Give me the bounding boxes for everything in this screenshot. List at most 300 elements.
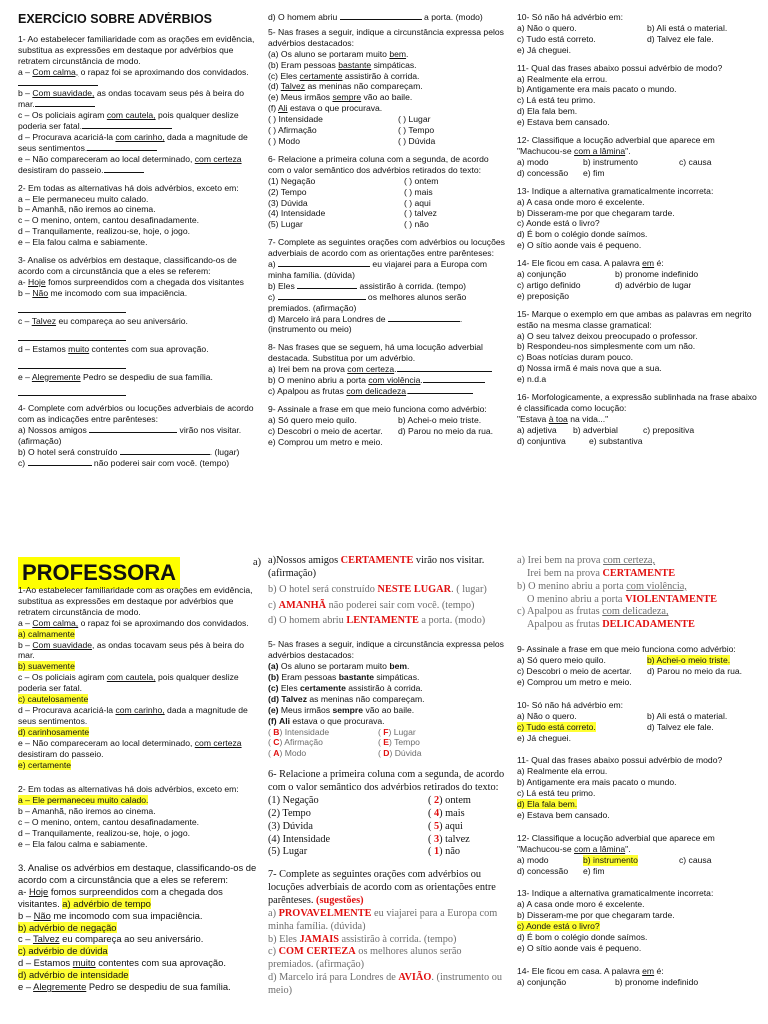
q6-row [268,208,506,219]
q1-item-b: b – Com suavidade, as ondas tocavam seus pés à beira do mar. [18,88,244,110]
q11-option-b[interactable]: b) Antigamente era mais pacato o mundo. [517,84,677,95]
q11-option-e[interactable]: e) Estava bem cansado. [517,117,610,128]
sentence-text: assistirão à corrida. [345,682,423,693]
ak-q5-option: ( A) Modo [268,748,307,759]
q5-option-row [268,125,506,136]
ak-q2-option-e: e – Ela falou calma e sabiamente. [18,838,148,849]
ak-q1-item-e: e – Não compareceram ao local determinado, com certeza desistiram do passeio. [18,737,242,759]
q6-left-item: (1) Negação [268,175,316,186]
ak-q12-answer: b) instrumento [583,854,638,865]
ak-q6-right-item: ( 2) ontem [428,794,471,806]
sentence-text: (e) Meus irmãos [268,92,333,103]
ak-q11-answer: d) Ela fala bem. [517,799,578,810]
ak-q1-answer-e: e) certamente [18,759,72,770]
sentence-text: Meus irmãos [278,704,333,715]
q5-sentence [268,92,506,103]
item-key: (f) [268,715,277,726]
ak-q4-item-b: b) O hotel será construído NESTE LUGAR. ( lugar) [268,583,487,595]
q16-option-b[interactable]: b) adverbial [573,424,618,435]
highlighted-adverb: bastante [338,672,375,683]
ak-q5-option: ( E) Tempo [378,737,420,748]
ak-q11-option-b: b) Antigamente era mais pacato o mundo. [517,777,677,788]
ak-q6-right-item: ( 3) talvez [428,833,470,845]
sentence-text: simpáticas. [371,59,417,70]
q6-left-item: (4) Intensidade [268,208,326,219]
option-label: ) talvez [439,833,470,845]
q9-option-c[interactable]: c) Descobri o meio de acertar. [268,425,383,436]
q16-quote: "Estava à toa na vida..." [517,413,609,424]
option-label: ) mais [439,807,465,819]
ak-q10-option-e: e) Já cheguei. [517,732,571,743]
ak-q8-answer-b: O menino abriu a porta VIOLENTAMENTE [527,593,718,605]
ak-q12-option-e: e) fim [583,865,605,876]
ak-q2-answer: a – Ele permaneceu muito calado. [18,795,149,806]
ak-q3-item-c: c – Talvez eu compareça ao seu aniversário. [18,933,204,945]
sentence-text: Eles [278,682,301,693]
answer-number: 2 [434,794,440,806]
ak-q3-item-e: e – Alegremente Pedro se despediu de sua família. [18,981,231,993]
q7-item-c: c) os melhores alunos serão premiados. (afirmação) [268,291,467,313]
ak-q12-text: 12- Classifique a locução adverbial que aparece em "Machucou-se com a lâmina". [517,832,715,854]
q10-option-e[interactable]: e) Já cheguei. [517,44,571,55]
q5-option[interactable]: ( ) Modo [268,135,300,146]
q6-row [268,187,506,198]
q15-option-c[interactable]: c) Boas notícias duram pouco. [517,352,634,363]
answer-blank[interactable] [278,259,370,267]
answer-column-3 [517,555,757,1024]
q4-text: 4- Complete com advérbios ou locuções adverbiais de acordo com as indicações entre parênteses: [18,403,254,425]
q6-right-item[interactable]: ( ) ontem [404,175,439,186]
ak-q5-option-row [268,748,506,759]
q5-option[interactable]: ( ) Dúvida [398,135,436,146]
ak-q12-option-d: d) concessão [517,865,569,876]
q15-option-b[interactable]: b) Respondeu-nos simplesmente com um não. [517,341,696,352]
q14-option-a[interactable]: a) conjunção [517,269,567,280]
highlighted-adverb: sempre [332,92,362,103]
ak-q10-option-d: d) Talvez ele fale. [647,721,714,732]
q3-text: 3- Analise os advérbios em destaque, classificando-os de acordo com a circunstância que a eles se referem: [18,255,237,276]
q14-option-c[interactable]: c) artigo definido [517,279,581,290]
ak-q3-answer-b: b) advérbio de negação [18,921,117,933]
option-label: ) não [439,846,461,858]
ak-q4-label: a) [253,557,261,568]
q5-sentence [268,49,506,60]
q3-item-c: c – Talvez eu compareça ao seu aniversário. [18,315,188,326]
q3-item-e: e – Alegremente Pedro se despediu de sua família. [18,371,213,382]
q10-option-d[interactable]: d) Talvez ele fale. [647,33,714,44]
q11-text: 11- Qual das frases abaixo possui advérbio de modo? [517,62,723,73]
answer-blank[interactable] [278,292,366,300]
q13-option-d[interactable]: d) É bom o colégio donde saímos. [517,229,648,240]
ak-q3-item-a: a- Hoje fomos surpreendidos com a chegada dos visitantes. a) advérbio de tempo [18,885,223,909]
highlighted-adverb: bem [389,48,407,59]
answer-number: 5 [434,820,440,832]
sentence-text: estava o que procurava. [287,103,383,114]
answer-column-2 [268,555,506,1024]
highlighted-adverb: bem [389,661,407,672]
ak-q5-option: ( B) Intensidade [268,726,330,737]
sentence-text: Eram pessoas [278,672,339,683]
option-label: ) Afirmação [279,737,323,748]
sentence-text: . [407,661,410,672]
q13-option-b[interactable]: b) Disseram-me por que chegaram tarde. [517,207,675,218]
q11-option-d[interactable]: d) Ela fala bem. [517,106,578,117]
ak-q5-option: ( C) Afirmação [268,737,323,748]
q5-options [268,114,506,147]
sentence-text: simpáticas. [374,672,420,683]
ak-q8-item-b: b) O menino abriu a porta com violência, [517,580,687,592]
q6-row [268,176,506,187]
ak-q5-sentence [268,661,506,672]
ak-q5-sentence [268,672,506,683]
q6-rows [268,176,506,231]
ak-q3-item-b: b – Não me incomodo com sua impaciência. [18,909,203,921]
q14-option-d[interactable]: d) advérbio de lugar [615,279,692,290]
q8-item-b: b) O menino abriu a porta com violência. [268,375,506,386]
q4-item-a: a) Nossos amigos virão nos visitar. (afirmação) [18,425,242,447]
sentence-text: (c) Eles [268,70,300,81]
q6-row [268,219,506,230]
ak-q1-item-a: a – Com calma, o rapaz foi se aproximando dos convidados. [18,617,249,628]
option-label: ) Dúvida [389,748,422,759]
q5-option[interactable]: ( ) Lugar [398,114,431,125]
item-key: (e) [268,704,279,715]
ak-q10-answer: c) Tudo está correto. [517,721,596,732]
q15-option-a[interactable]: a) O seu talvez deixou preocupado o professor. [517,330,698,341]
ak-q11-option-a: a) Realmente ela errou. [517,766,608,777]
ak-q13-option-b: b) Disseram-me por que chegaram tarde. [517,910,675,921]
ak-q5-sentence [268,716,506,727]
q3-item-a: a- Hoje fomos surpreendidos com a chegada dos visitantes [18,276,244,287]
sentence-text: . [406,48,409,59]
ak-q1-answer-b: b) suavemente [18,661,75,672]
ak-q8-answer-c: Apalpou as frutas DELICADAMENTE [527,619,695,631]
ak-q11-option-c: c) Lá está teu primo. [517,788,596,799]
ak-q3-answer-d: d) advérbio de intensidade [18,969,129,981]
ak-q3-item-d: d – Estamos muito contentes com sua aprovação. [18,957,226,969]
ak-q14-option-a: a) conjunção [517,976,567,987]
q8-item-c: c) Apalpou as frutas com delicadeza. [268,386,506,397]
q5-text: 5- Nas frases a seguir, indique a circunstância expressa pelos advérbios destacados: [268,26,504,48]
ak-q6-right-item: ( 4) mais [428,807,465,819]
ak-q13-option-e: e) O sítio aonde vais é pequeno. [517,943,642,953]
ak-q7-text: 7- Complete as seguintes orações com advérbios ou locuções adverbiais de acordo com as orientações entre parênteses. (sugestões) [268,869,496,906]
ak-q6-left-item: (3) Dúvida [268,820,313,832]
q5-sentence [268,81,506,92]
ak-q6-left-item: (1) Negação [268,794,319,806]
item-key: (b) [268,672,279,683]
option-label: ) ontem [439,794,471,806]
ak-q5-option-row [268,737,506,748]
q6-right-item[interactable]: ( ) não [404,219,429,230]
ak-q5-text: 5- Nas frases a seguir, indique a circunstância expressa pelos advérbios destacados: [268,639,504,661]
answer-blank[interactable] [388,314,460,322]
answer-blank[interactable] [89,425,177,433]
answer-blank[interactable] [18,361,126,369]
answer-number: 3 [434,833,440,845]
q12-option-d[interactable]: d) concessão [517,167,569,178]
ak-q2-option-b: b – Amanhã, não iremos ao cinema. [18,806,156,817]
q2-option-b[interactable]: b – Amanhã, não iremos ao cinema. [18,204,156,215]
ak-q5-option: ( F) Lugar [378,726,416,737]
q16-option-c[interactable]: c) prepositiva [643,424,695,435]
ak-q6-left-item: (5) Lugar [268,846,308,858]
highlighted-adverb: Ali [278,715,290,726]
ak-q10-text: 10- Só não há advérbio em: [517,699,624,710]
q7-item-a: a) eu viajarei para a Europa com minha família. (dúvida) [268,259,488,280]
q6-text: 6- Relacione a primeira coluna com a segunda, de acordo com o valor semântico dos advérbios retirados do texto: [268,153,489,175]
sentence-text: estava o que procurava. [289,715,385,726]
answer-blank[interactable] [18,78,98,86]
ak-q6-row [268,795,506,808]
ak-q5-sentence [268,705,506,716]
answer-number: 4 [434,807,440,819]
q10-option-b[interactable]: b) Ali está o material. [647,22,728,33]
ak-q13-text: 13- Indique a alternativa gramaticalmente incorreta: [517,888,714,899]
ak-q1-item-c: c – Os policiais agiram com cautela, pois qualquer deslize poderia ser fatal. [18,672,239,694]
q10-option-c[interactable]: c) Tudo está correto. [517,33,596,44]
q9-text: 9- Assinale a frase em que meio funciona como advérbio: [268,403,487,414]
ak-q7-item-a: a) PROVAVELMENTE eu viajarei para a Europa com minha família. (dúvida) [268,907,498,932]
q6-left-item: (2) Tempo [268,186,307,197]
ak-q14-option-b: b) pronome indefinido [615,976,699,987]
q11-option-c[interactable]: c) Lá está teu primo. [517,95,596,106]
q14-option-e[interactable]: e) preposição [517,290,570,301]
sentence-text: vão ao baile. [361,92,413,103]
item-key: (d) [268,693,279,704]
ak-q1-answer-c: c) cautelosamente [18,694,89,705]
ak-q1-text: 1-Ao estabelecer familiaridade com as orações em evidência, substitua as expressões em destaque por advérbios que retratem circunstância de modo. [18,585,253,617]
q8-text: 8- Nas frases que se seguem, há uma locução adverbial destacada. Substitua por um advérbio. [268,342,483,364]
ak-q7-item-b: b) Eles JAMAIS assistirão à corrida. (tempo) [268,933,457,945]
ak-q6-row [268,846,506,859]
page-title: EXERCÍCIO SOBRE ADVÉRBIOS [18,12,213,26]
q1-text: 1- Ao estabelecer familiaridade com as orações em evidência, substitua as expressões em destaque por advérbios que retratem circunstância de modo. [18,33,255,66]
ak-q3-text: 3. Analise os advérbios em destaque, classificando-os de acordo com a circunstância que a eles se referem: [18,861,257,885]
ak-q13-option-d: d) É bom o colégio donde saímos. [517,932,648,943]
answer-letter: B [273,726,280,737]
q9-option-e[interactable]: e) Comprou um metro e meio. [268,436,383,447]
sentence-text: as meninas não compareçam. [305,81,423,92]
q3-item-d: d – Estamos muito contentes com sua aprovação. [18,343,209,354]
answer-blank[interactable] [82,121,172,129]
answer-blank[interactable] [18,388,126,396]
q13-text: 13- Indique a alternativa gramaticalmente incorreta: [517,185,714,196]
ak-q10-option-b: b) Ali está o material. [647,710,728,721]
ak-q11-option-e: e) Estava bem cansado. [517,809,610,820]
q9-option-d[interactable]: d) Parou no meio da rua. [398,425,494,436]
q6-right-item[interactable]: ( ) mais [404,186,433,197]
answer-blank[interactable] [35,99,95,107]
ak-q8-item-a: a) Irei bem na prova com certeza, [517,555,656,566]
answer-blank[interactable] [120,447,210,455]
q12-text: 12- Classifique a locução adverbial que aparece em "Machucou-se com a lâmina". [517,135,715,156]
sentence-text: (d) [268,81,281,92]
ak-q5-option-row [268,727,506,738]
q5-sentence [268,60,506,71]
q5-option[interactable]: ( ) Intensidade [268,114,323,125]
ak-q4-item-c: c) AMANHÃ não poderei sair com você. (tempo) [268,599,475,611]
q15-text: 15- Marque o exemplo em que ambas as palavras em negrito estão na mesma classe gramatical: [517,308,752,330]
ak-q6-left-item: (2) Tempo [268,807,311,819]
q14-text: 14- Ele ficou em casa. A palavra em é: [517,258,664,269]
q6-row [268,198,506,209]
sentence-text: assistirão à corrida. [342,70,420,81]
ak-q14-text: 14- Ele ficou em casa. A palavra em é: [517,965,664,976]
q6-right-item[interactable]: ( ) aqui [404,197,431,208]
ak-q8-item-c: c) Apalpou as frutas com delicadeza, [517,606,669,618]
q5-sentence [268,103,506,114]
answer-number: 1 [434,846,440,858]
item-key: (a) [268,661,279,672]
ak-q6-row [268,808,506,821]
ak-q5-option: ( D) Dúvida [378,748,422,759]
q16-option-e[interactable]: e) substantiva [589,435,643,446]
q10-option-a[interactable]: a) Não o quero. [517,22,577,33]
answer-blank[interactable] [104,165,144,173]
highlighted-adverb: Ali [278,103,288,114]
ak-q6-row [268,821,506,834]
answer-letter: F [383,726,389,737]
q1-item-d: d – Procurava acariciá-la com carinho, dada a magnitude de seus sentimentos. [18,132,248,153]
ak-q13-answer: c) Aonde está o livro? [517,921,600,932]
highlighted-adverb: bastante [338,59,372,70]
q12-option-c[interactable]: c) causa [679,156,712,167]
ak-q9-answer: b) Achei-o meio triste. [647,655,731,666]
q12-option-b[interactable]: b) instrumento [583,156,638,167]
ak-q12-option-c: c) causa [679,854,712,865]
ak-q8-answer-a: Irei bem na prova CERTAMENTE [527,567,676,579]
q14-option-b[interactable]: b) pronome indefinido [615,269,699,280]
option-label: ) Intensidade [279,726,330,737]
q11-option-a[interactable]: a) Realmente ela errou. [517,73,608,84]
q1-item-e: e – Não compareceram ao local determinado, com certeza desistiram do passeio. [18,153,242,175]
ak-q9-option-d: d) Parou no meio da rua. [647,665,743,676]
answer-key-title: PROFESSORA [18,557,180,589]
answer-blank[interactable] [297,281,357,289]
q2-option-a[interactable]: a – Ele permaneceu muito calado. [18,193,149,204]
q2-option-c[interactable]: c – O menino, ontem, cantou desafinadamente. [18,215,200,226]
answer-letter: D [383,748,390,759]
ak-q6-left-item: (4) Intensidade [268,833,331,845]
ak-q1-item-d: d – Procurava acariciá-la com carinho, dada a magnitude de seus sentimentos. [18,704,248,726]
exercise-column-1 [18,12,258,522]
highlighted-adverb: certamente [300,682,346,693]
q5-items [268,49,506,114]
exercise-column-2 [268,12,506,522]
ak-q10-option-a: a) Não o quero. [517,710,577,721]
q12-option-e[interactable]: e) fim [583,167,605,178]
item-key: (c) [268,682,279,693]
answer-blank[interactable] [87,143,157,151]
sentence-text: Os aluno se portaram muito [278,661,390,672]
ak-q6-right-item: ( 1) não [428,846,461,858]
ak-q5-items [268,661,506,726]
ak-q3-answer-c: c) advérbio de dúvida [18,945,108,957]
q7-item-b: b) Eles assistirão à corrida. (tempo) [268,280,467,291]
answer-blank[interactable] [18,333,126,341]
ak-q5-options [268,727,506,760]
option-label: ) Tempo [388,737,420,748]
ak-q11-text: 11- Qual das frases abaixo possui advérbio de modo? [517,755,723,766]
q13-option-c[interactable]: c) Aonde está o livro? [517,218,600,229]
q6-left-item: (3) Dúvida [268,197,308,208]
answer-blank[interactable] [408,386,473,394]
ak-q6-right-item: ( 5) aqui [428,820,463,832]
q2-text: 2- Em todas as alternativas há dois advérbios, exceto em: [18,182,239,193]
ak-q4-item-d: d) O homem abriu LENTAMENTE a porta. (modo) [268,615,486,627]
ak-q6-rows [268,795,506,859]
answer-blank[interactable] [423,375,485,383]
ak-q9-text: 9- Assinale a frase em que meio funciona como advérbio: [517,644,736,655]
sentence-text: (f) [268,103,279,114]
q7-text: 7- Complete as seguintes orações com advérbios ou locuções adverbiais de acordo com as orientações entre parênteses: [268,237,505,259]
q4-item-d: d) O homem abriu a porta. (modo) [268,12,483,22]
q9-option-a[interactable]: a) Só quero meio quilo. [268,414,357,425]
sentence-text: (b) Eram pessoas [268,59,339,70]
ak-q6-row [268,834,506,847]
q5-option[interactable]: ( ) Afirmação [268,125,317,136]
q16-option-d[interactable]: d) conjuntiva [517,435,566,446]
q2-option-e[interactable]: e – Ela falou calma e sabiamente. [18,237,148,248]
answer-blank[interactable] [28,458,92,466]
ak-q2-text: 2- Em todas as alternativas há dois advérbios, exceto em: [18,784,239,795]
ak-q9-option-a: a) Só quero meio quilo. [517,655,606,666]
q5-option[interactable]: ( ) Tempo [398,125,435,136]
q7-item-d: d) Marcelo irá para Londres de . (instrumento ou meio) [268,313,463,335]
q10-text: 10- Só não há advérbio em: [517,12,624,22]
answer-letter: E [383,737,389,748]
answer-column-1 [18,585,258,1024]
answer-letter: C [273,737,280,748]
ak-q6-text: 6- Relacione a primeira coluna com a segunda, de acordo com o valor semântico dos advérbios retirados do texto: [268,769,505,794]
ak-q4-item-a: a)Nossos amigos CERTAMENTE virão nos visitar. (afirmação) [268,555,485,579]
sentence-text: vão ao baile. [363,704,415,715]
q6-left-item: (5) Lugar [268,219,303,230]
ak-q5-sentence [268,683,506,694]
q4-item-b: b) O hotel será construído . (lugar) [18,447,240,458]
ak-q7-item-c: c) COM CERTEZA os melhores alunos serão premiados. (afirmação) [268,946,462,971]
q2-option-d[interactable]: d – Tranquilamente, realizou-se, hoje, o jogo. [18,226,190,237]
q15-option-d[interactable]: d) Nossa irmã é mais nova que a sua. [517,363,662,374]
q6-right-item[interactable]: ( ) talvez [404,208,437,219]
ak-q1-answer-a: a) calmamente [18,628,75,639]
q8-item-a: a) Irei bem na prova com certeza. [268,364,506,375]
option-label: ) Lugar [388,726,416,737]
exercise-column-3 [517,12,757,522]
ak-q5-sentence [268,694,506,705]
q15-option-e[interactable]: e) n.d.a [517,374,547,385]
q1-item-c: c – Os policiais agiram com cautela, pois qualquer deslize poderia ser fatal. [18,110,239,132]
sentence-text: (a) Os aluno se portaram muito [268,48,390,59]
q13-option-a[interactable]: a) A casa onde moro é excelente. [517,196,645,207]
answer-blank[interactable] [397,364,492,372]
option-label: ) aqui [439,820,463,832]
q9-option-b[interactable]: b) Achei-o meio triste. [398,414,482,425]
answer-blank[interactable] [340,12,422,20]
q16-option-a[interactable]: a) adjetiva [517,424,557,435]
ak-q2-option-d: d – Tranquilamente, realizou-se, hoje, o jogo. [18,828,190,839]
answer-letter: A [273,748,280,759]
answer-blank[interactable] [18,305,126,313]
q16-text: 16- Morfologicamente, a expressão sublinhada na frase abaixo é classificada como locução: [517,392,757,413]
q13-option-e[interactable]: e) O sítio aonde vais é pequeno. [517,240,642,251]
q3-item-b: b – Não me incomodo com sua impaciência. [18,287,188,298]
q12-option-a[interactable]: a) modo [517,156,549,167]
q5-sentence [268,71,506,82]
q1-item-a: a – Com calma, o rapaz foi se aproximando dos convidados. [18,67,258,89]
option-label: ) Modo [279,748,307,759]
